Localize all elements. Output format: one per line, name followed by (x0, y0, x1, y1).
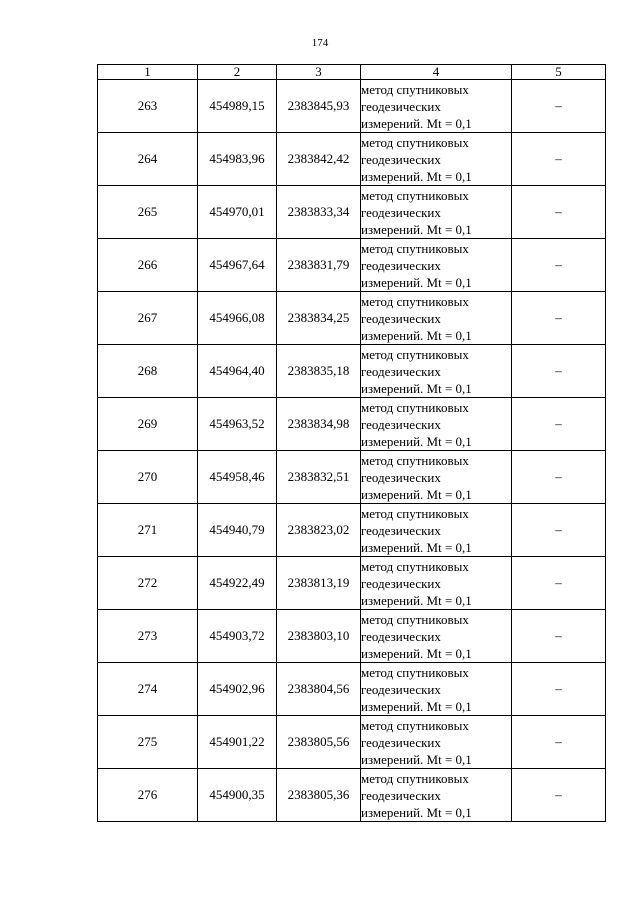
x-coordinate-cell: 454901,22 (198, 716, 277, 769)
y-coordinate-cell: 2383832,51 (277, 451, 361, 504)
note-cell: – (512, 451, 606, 504)
point-number-cell: 274 (98, 663, 198, 716)
y-coordinate-cell: 2383835,18 (277, 345, 361, 398)
method-line: измерений. Mt = 0,1 (361, 327, 472, 343)
note-cell: – (512, 80, 606, 133)
table-row (98, 292, 606, 345)
table-row (98, 345, 606, 398)
y-coordinate-cell: 2383842,42 (277, 133, 361, 186)
method-cell (361, 292, 512, 345)
method-line: метод спутниковых (361, 187, 469, 203)
method-line: измерений. Mt = 0,1 (361, 486, 472, 502)
note-cell: – (512, 398, 606, 451)
table-row (98, 451, 606, 504)
method-line: геодезических (361, 787, 441, 803)
method-line: метод спутниковых (361, 558, 469, 574)
x-coordinate-cell: 454940,79 (198, 504, 277, 557)
column-header-method: 4 (361, 65, 512, 80)
note-cell: – (512, 133, 606, 186)
point-number-cell: 270 (98, 451, 198, 504)
table-row (98, 398, 606, 451)
method-line: геодезических (361, 416, 441, 432)
x-coordinate-cell: 454963,52 (198, 398, 277, 451)
table-row (98, 663, 606, 716)
coordinates-table (97, 64, 606, 822)
y-coordinate-cell: 2383834,98 (277, 398, 361, 451)
method-cell (361, 133, 512, 186)
method-cell (361, 345, 512, 398)
method-cell (361, 557, 512, 610)
method-line: геодезических (361, 204, 441, 220)
method-line: метод спутниковых (361, 346, 469, 362)
point-number-cell: 263 (98, 80, 198, 133)
method-line: метод спутниковых (361, 452, 469, 468)
page-number: 174 (311, 37, 329, 49)
point-number-cell: 265 (98, 186, 198, 239)
note-cell: – (512, 292, 606, 345)
point-number-cell: 266 (98, 239, 198, 292)
method-line: геодезических (361, 522, 441, 538)
point-number-cell: 276 (98, 769, 198, 822)
point-number-cell: 269 (98, 398, 198, 451)
y-coordinate-cell: 2383813,19 (277, 557, 361, 610)
column-header-y: 3 (277, 65, 361, 80)
method-line: геодезических (361, 310, 441, 326)
method-line: геодезических (361, 681, 441, 697)
note-cell: – (512, 610, 606, 663)
y-coordinate-cell: 2383803,10 (277, 610, 361, 663)
method-line: метод спутниковых (361, 717, 469, 733)
table-row (98, 769, 606, 822)
y-coordinate-cell: 2383804,56 (277, 663, 361, 716)
x-coordinate-cell: 454902,96 (198, 663, 277, 716)
method-cell (361, 451, 512, 504)
point-number-cell: 275 (98, 716, 198, 769)
note-cell: – (512, 769, 606, 822)
method-line: измерений. Mt = 0,1 (361, 804, 472, 820)
y-coordinate-cell: 2383831,79 (277, 239, 361, 292)
method-line: измерений. Mt = 0,1 (361, 380, 472, 396)
method-cell (361, 769, 512, 822)
method-line: измерений. Mt = 0,1 (361, 274, 472, 290)
method-line: метод спутниковых (361, 134, 469, 150)
column-header-x: 2 (198, 65, 277, 80)
table-body (98, 80, 606, 822)
table-row (98, 716, 606, 769)
method-line: измерений. Mt = 0,1 (361, 221, 472, 237)
method-line: метод спутниковых (361, 399, 469, 415)
table-row (98, 504, 606, 557)
table-row (98, 186, 606, 239)
method-line: метод спутниковых (361, 505, 469, 521)
method-line: геодезических (361, 98, 441, 114)
method-line: геодезических (361, 469, 441, 485)
x-coordinate-cell: 454967,64 (198, 239, 277, 292)
x-coordinate-cell: 454983,96 (198, 133, 277, 186)
y-coordinate-cell: 2383845,93 (277, 80, 361, 133)
note-cell: – (512, 186, 606, 239)
y-coordinate-cell: 2383823,02 (277, 504, 361, 557)
method-line: метод спутниковых (361, 664, 469, 680)
method-line: измерений. Mt = 0,1 (361, 115, 472, 131)
method-line: измерений. Mt = 0,1 (361, 751, 472, 767)
method-line: геодезических (361, 575, 441, 591)
method-cell (361, 398, 512, 451)
method-line: геодезических (361, 363, 441, 379)
method-cell (361, 186, 512, 239)
method-cell (361, 663, 512, 716)
y-coordinate-cell: 2383833,34 (277, 186, 361, 239)
table-row (98, 133, 606, 186)
note-cell: – (512, 557, 606, 610)
table-row (98, 557, 606, 610)
table-row (98, 239, 606, 292)
note-cell: – (512, 663, 606, 716)
method-cell (361, 716, 512, 769)
method-line: метод спутниковых (361, 240, 469, 256)
point-number-cell: 273 (98, 610, 198, 663)
method-cell (361, 610, 512, 663)
method-cell (361, 80, 512, 133)
note-cell: – (512, 504, 606, 557)
method-line: геодезических (361, 734, 441, 750)
x-coordinate-cell: 454922,49 (198, 557, 277, 610)
x-coordinate-cell: 454900,35 (198, 769, 277, 822)
x-coordinate-cell: 454958,46 (198, 451, 277, 504)
table-row (98, 80, 606, 133)
method-line: измерений. Mt = 0,1 (361, 433, 472, 449)
x-coordinate-cell: 454970,01 (198, 186, 277, 239)
method-line: измерений. Mt = 0,1 (361, 592, 472, 608)
x-coordinate-cell: 454903,72 (198, 610, 277, 663)
table-header-row (98, 65, 606, 80)
method-line: метод спутниковых (361, 770, 469, 786)
x-coordinate-cell: 454966,08 (198, 292, 277, 345)
method-line: геодезических (361, 257, 441, 273)
method-line: метод спутниковых (361, 611, 469, 627)
y-coordinate-cell: 2383805,56 (277, 716, 361, 769)
column-header-number: 1 (98, 65, 198, 80)
point-number-cell: 267 (98, 292, 198, 345)
y-coordinate-cell: 2383805,36 (277, 769, 361, 822)
method-cell (361, 239, 512, 292)
method-line: геодезических (361, 628, 441, 644)
point-number-cell: 272 (98, 557, 198, 610)
method-line: метод спутниковых (361, 81, 469, 97)
method-line: измерений. Mt = 0,1 (361, 645, 472, 661)
x-coordinate-cell: 454964,40 (198, 345, 277, 398)
method-line: метод спутниковых (361, 293, 469, 309)
method-cell (361, 504, 512, 557)
note-cell: – (512, 345, 606, 398)
table-row (98, 610, 606, 663)
x-coordinate-cell: 454989,15 (198, 80, 277, 133)
point-number-cell: 264 (98, 133, 198, 186)
method-line: измерений. Mt = 0,1 (361, 539, 472, 555)
point-number-cell: 268 (98, 345, 198, 398)
method-line: измерений. Mt = 0,1 (361, 698, 472, 714)
column-header-note: 5 (512, 65, 606, 80)
y-coordinate-cell: 2383834,25 (277, 292, 361, 345)
method-line: геодезических (361, 151, 441, 167)
point-number-cell: 271 (98, 504, 198, 557)
method-line: измерений. Mt = 0,1 (361, 168, 472, 184)
note-cell: – (512, 716, 606, 769)
note-cell: – (512, 239, 606, 292)
